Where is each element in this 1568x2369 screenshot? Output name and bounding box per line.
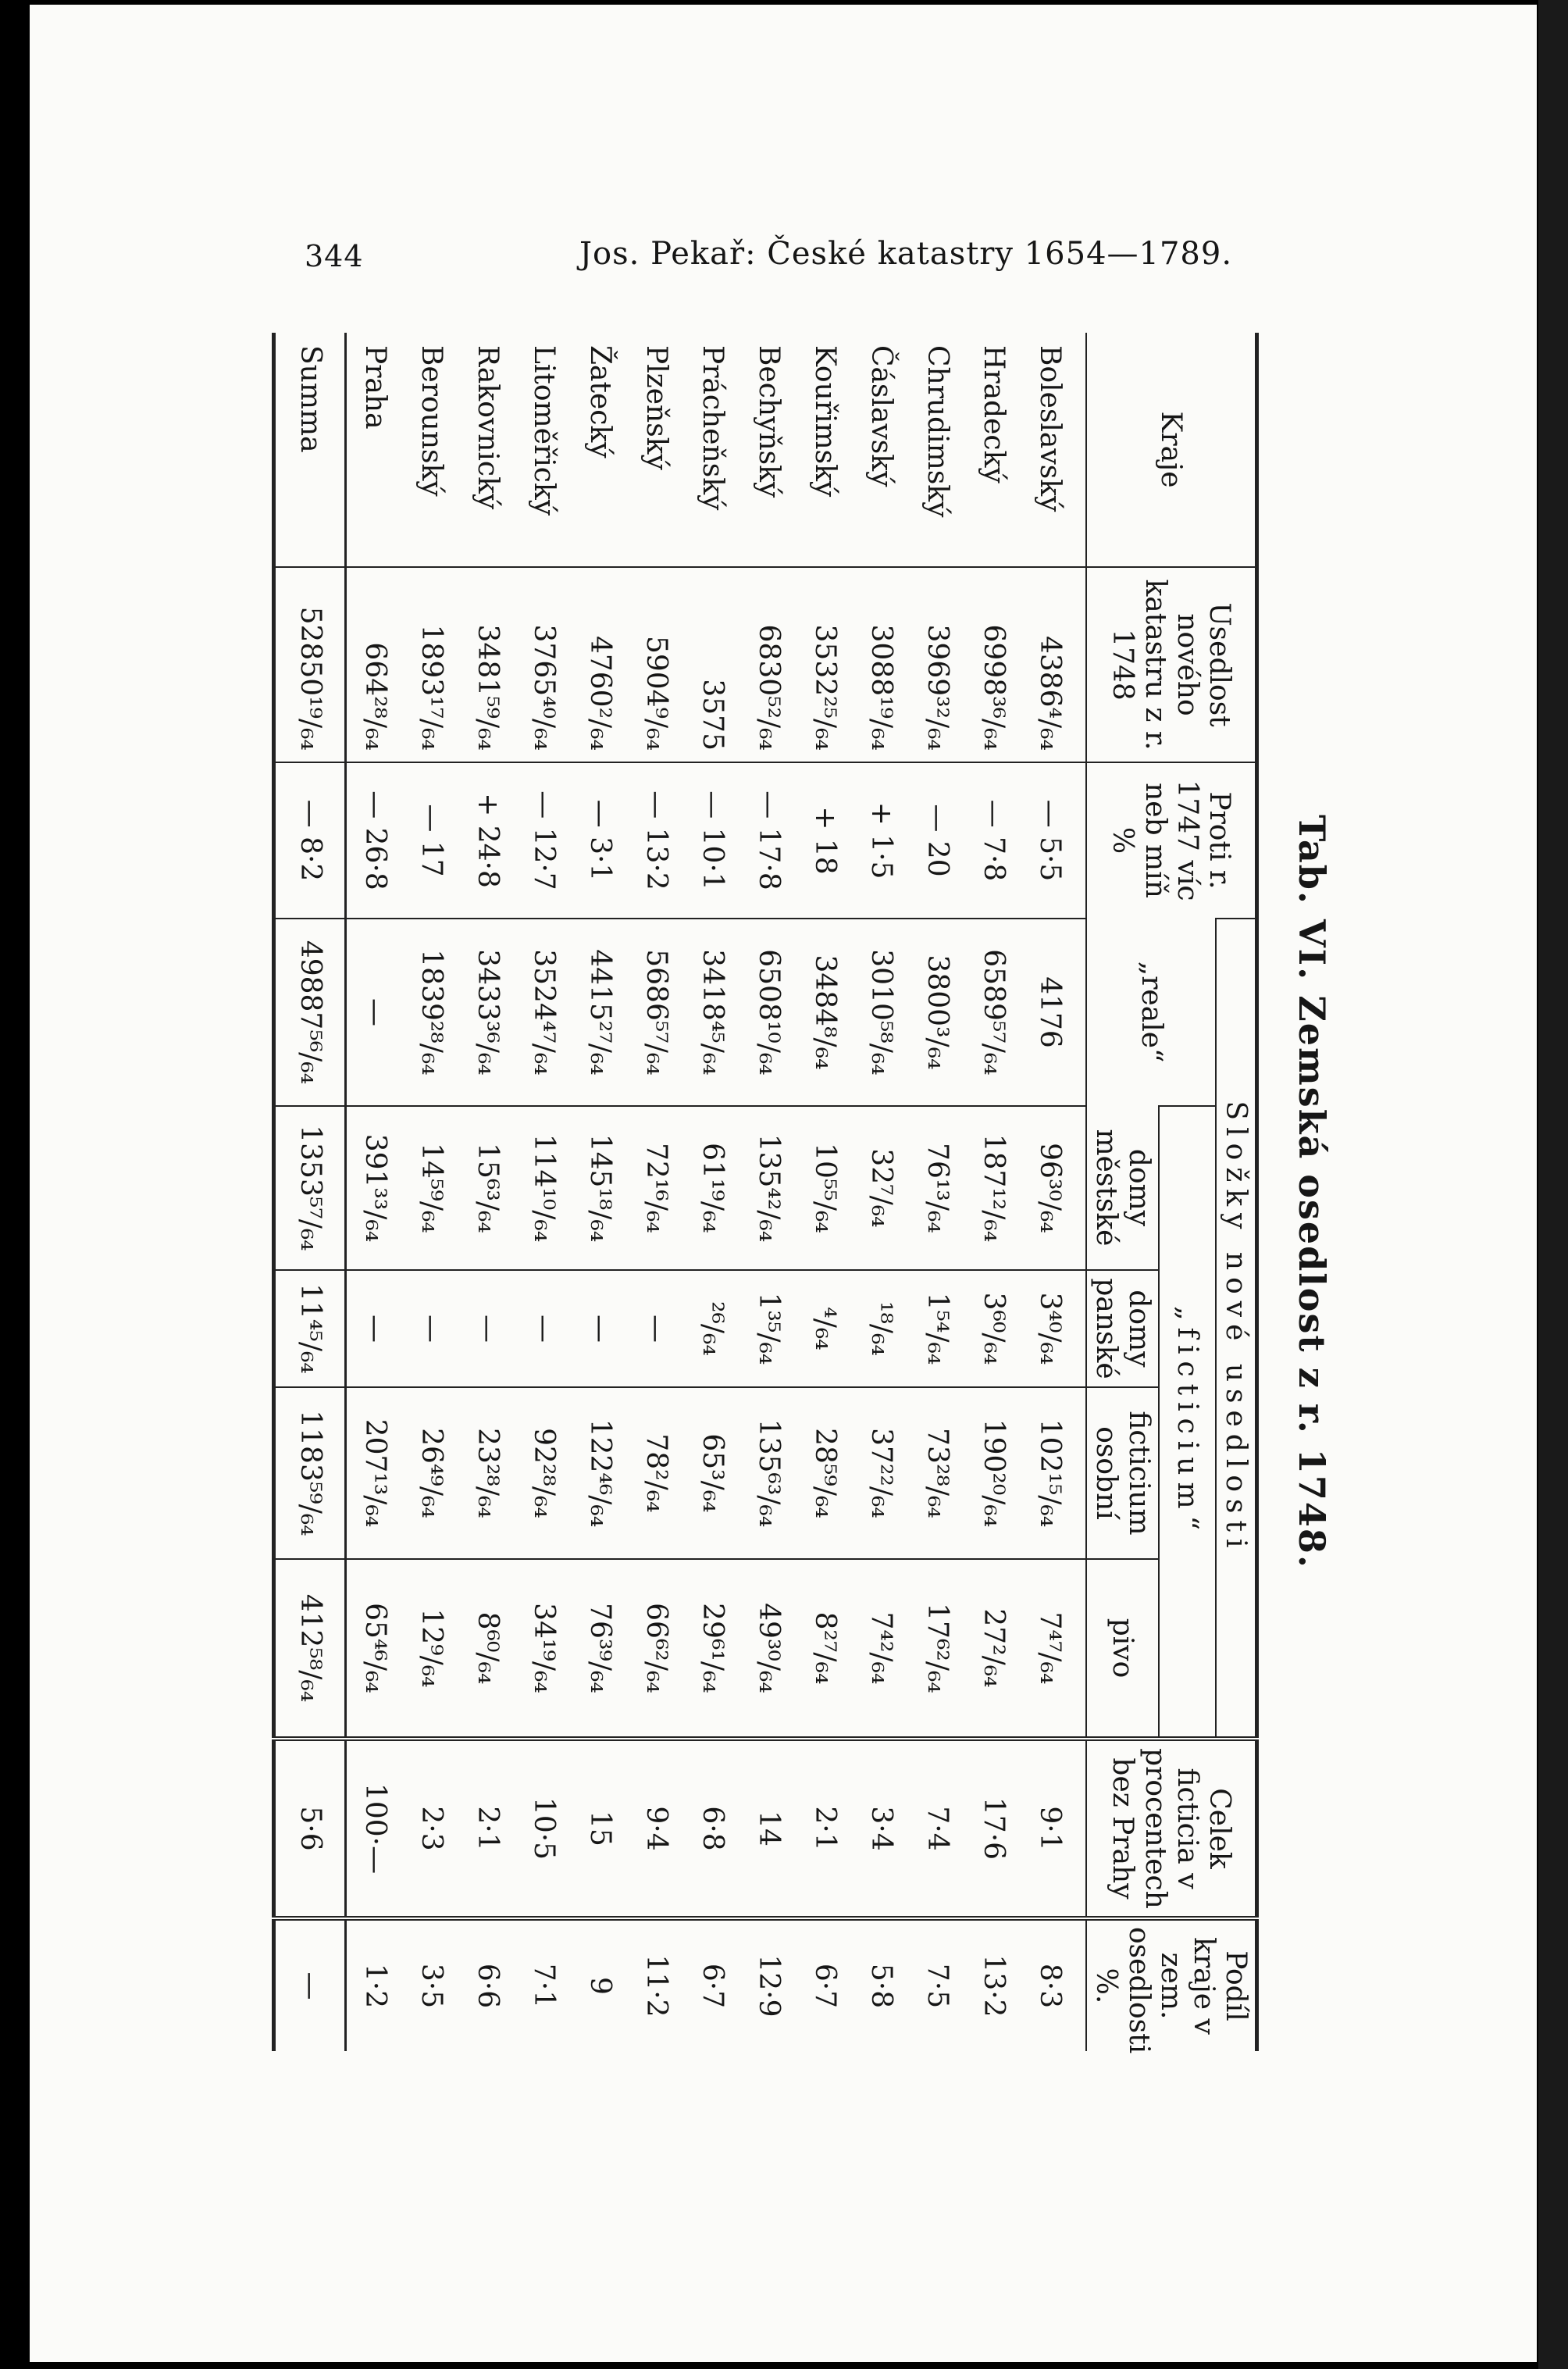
cell-usedlost: 3532²⁵/₆₄ [796,567,853,762]
cell-ficticium-osobni: 207¹³/₆₄ [346,1387,404,1559]
cell-proti: — 8·2 [274,762,346,919]
cell-usedlost: 6830⁵²/₆₄ [740,567,796,762]
table-row [740,333,796,2051]
cell-celek: 2·1 [459,1739,515,1918]
table-row [1021,333,1086,2051]
cell-domy-mestske: 14⁵⁹/₆₄ [403,1106,459,1270]
table-row [965,333,1021,2051]
cell-celek: 9·4 [628,1739,684,1918]
cell-usedlost: 3088¹⁹/₆₄ [853,567,909,762]
rotated-table-block [294,333,1349,2054]
cell-usedlost: 4760²/₆₄ [572,567,628,762]
table-row [628,333,684,2051]
cell-celek: 17·6 [965,1739,1021,1918]
cell-podil: 5·8 [853,1918,909,2051]
cell-proti: — 17 [403,762,459,919]
cell-podil: 12·9 [740,1918,796,2051]
cell-pivo: 8²⁷/₆₄ [796,1559,853,1739]
cell-podil: 13·2 [965,1918,1021,2051]
header-kraje: Kraje [1086,333,1256,567]
cell-domy-panske: — [515,1270,572,1387]
header-domy-mestske: domy městské [1086,1106,1159,1270]
header-domy-panske: domy panské [1086,1270,1159,1387]
cell-reale: 6589⁵⁷/₆₄ [965,919,1021,1106]
cell-domy-mestske: 391³³/₆₄ [346,1106,404,1270]
cell-proti: — 3·1 [572,762,628,919]
cell-domy-mestske: 187¹²/₆₄ [965,1106,1021,1270]
cell-kraj: Žatecký [583,345,616,458]
table-row [403,333,459,2051]
cell-kraj: Bechyňský [752,345,785,498]
cell-kraj: Plzeňský [640,345,672,470]
cell-podil: 7·1 [515,1918,572,2051]
cell-domy-panske: — [403,1270,459,1387]
cell-pivo: 8⁶⁰/₆₄ [459,1559,515,1739]
cell-usedlost: 4386⁴/₆₄ [1021,567,1086,762]
cell-ficticium-osobni: 37²²/₆₄ [853,1387,909,1559]
cell-pivo: 29⁶¹/₆₄ [684,1559,740,1739]
cell-domy-panske: — [628,1270,684,1387]
cell-pivo: 66⁶²/₆₄ [628,1559,684,1739]
cell-pivo: 27²/₆₄ [965,1559,1021,1739]
page-number: 344 [305,239,364,273]
cell-usedlost: 6998³⁶/₆₄ [965,567,1021,762]
header-celek: Celek ficticia v procentech bez Prahy [1086,1739,1256,1918]
table-caption: Tab. VI. Zemská osedlost z r. 1748. [1291,815,1333,1569]
header-podil: Podíl kraje v zem. osedlosti %. [1086,1918,1256,2051]
cell-celek: 15 [572,1739,628,1918]
cell-pivo: 7⁴²/₆₄ [853,1559,909,1739]
cell-domy-panske: 3⁶⁰/₆₄ [965,1270,1021,1387]
cell-domy-panske: — [459,1270,515,1387]
cell-kraj: Praha [358,345,391,430]
header-pivo: pivo [1086,1559,1159,1739]
osedlost-table [272,333,1259,2054]
cell-ficticium-osobni: 73²⁸/₆₄ [909,1387,965,1559]
cell-celek: 7·4 [909,1739,965,1918]
cell-domy-panske: 1³⁵/₆₄ [740,1270,796,1387]
summa-row [274,333,346,2051]
header-proti: Proti r. 1747 víc neb míň % [1086,762,1256,919]
cell-celek: 5·6 [274,1739,346,1918]
table-row [572,333,628,2051]
table-row [796,333,853,2051]
cell-ficticium-osobni: 26⁴⁹/₆₄ [403,1387,459,1559]
cell-reale: 3524⁴⁷/₆₄ [515,919,572,1106]
cell-proti: — 5·5 [1021,762,1086,919]
cell-reale: 3010⁵⁸/₆₄ [853,919,909,1106]
cell-celek: 100·— [346,1739,404,1918]
cell-usedlost: 1893¹⁷/₆₄ [403,567,459,762]
cell-usedlost: 3969³²/₆₄ [909,567,965,762]
cell-proti: + 18 [796,762,853,919]
book-page [30,5,1537,2362]
table-row [684,333,740,2051]
cell-usedlost: 3481⁵⁹/₆₄ [459,567,515,762]
cell-domy-mestske: 10⁵⁵/₆₄ [796,1106,853,1270]
cell-podil: 1·2 [346,1918,404,2051]
cell-domy-panske: — [572,1270,628,1387]
table-row [909,333,965,2051]
cell-domy-panske: ⁴/₆₄ [796,1270,853,1387]
cell-reale: 4176 [1021,919,1086,1106]
cell-proti: — 20 [909,762,965,919]
table-row [853,333,909,2051]
cell-proti: — 7·8 [965,762,1021,919]
cell-podil: 6·6 [459,1918,515,2051]
table-row [515,333,572,2051]
cell-pivo: 49³⁰/₆₄ [740,1559,796,1739]
cell-domy-mestske: 114¹⁰/₆₄ [515,1106,572,1270]
cell-proti: — 26·8 [346,762,404,919]
cell-domy-mestske: 76¹³/₆₄ [909,1106,965,1270]
cell-celek: 2·3 [403,1739,459,1918]
cell-podil: 8·3 [1021,1918,1086,2051]
cell-domy-mestske: 1353⁵⁷/₆₄ [274,1106,346,1270]
cell-reale: 49887⁵⁶/₆₄ [274,919,346,1106]
cell-pivo: 12⁹/₆₄ [403,1559,459,1739]
cell-domy-mestske: 72¹⁶/₆₄ [628,1106,684,1270]
cell-ficticium-osobni: 78²/₆₄ [628,1387,684,1559]
cell-proti: — 12·7 [515,762,572,919]
cell-ficticium-osobni: 23²⁸/₆₄ [459,1387,515,1559]
cell-ficticium-osobni: 28⁵⁹/₆₄ [796,1387,853,1559]
cell-proti: — 17·8 [740,762,796,919]
header-usedlost: Usedlost nového katastru z r. 1748 [1086,567,1256,762]
cell-kraj: Prácheňský [696,345,729,511]
cell-domy-mestske: 145¹⁸/₆₄ [572,1106,628,1270]
cell-celek: 6·8 [684,1739,740,1918]
cell-reale: 3484⁸/₆₄ [796,919,853,1106]
cell-podil: 6·7 [796,1918,853,2051]
header-reale: „reale“ [1086,919,1216,1106]
header-ficticium-osobni: ficticium osobní [1086,1387,1159,1559]
cell-pivo: 34¹⁹/₆₄ [515,1559,572,1739]
table-row [459,333,515,2051]
cell-domy-panske: 3⁴⁰/₆₄ [1021,1270,1086,1387]
cell-reale: 6508¹⁰/₆₄ [740,919,796,1106]
cell-pivo: 412⁵⁸/₆₄ [274,1559,346,1739]
cell-kraj: Čáslavský [864,345,897,487]
cell-podil: 6·7 [684,1918,740,2051]
cell-ficticium-osobni: 65³/₆₄ [684,1387,740,1559]
cell-ficticium-osobni: 92²⁸/₆₄ [515,1387,572,1559]
cell-domy-mestske: 15⁶³/₆₄ [459,1106,515,1270]
cell-reale: — [346,919,404,1106]
cell-domy-panske: 11⁴⁵/₆₄ [274,1270,346,1387]
cell-celek: 2·1 [796,1739,853,1918]
running-title: Jos. Pekař: České katastry 1654—1789. [579,236,1233,272]
cell-proti: — 10·1 [684,762,740,919]
cell-reale: 3800³/₆₄ [909,919,965,1106]
cell-usedlost: 664²⁸/₆₄ [346,567,404,762]
cell-celek: 9·1 [1021,1739,1086,1918]
cell-reale: 3433³⁶/₆₄ [459,919,515,1106]
header-ficticium: „ficticium“ [1159,1106,1216,1739]
cell-kraj: Berounský [415,345,447,497]
cell-domy-mestske: 135⁴²/₆₄ [740,1106,796,1270]
cell-reale: 1839²⁸/₆₄ [403,919,459,1106]
cell-domy-mestske: 61¹⁹/₆₄ [684,1106,740,1270]
cell-pivo: 76³⁹/₆₄ [572,1559,628,1739]
cell-kraj: Boleslavský [1033,345,1066,512]
cell-ficticium-osobni: 190²⁰/₆₄ [965,1387,1021,1559]
cell-ficticium-osobni: 102¹⁵/₆₄ [1021,1387,1086,1559]
cell-podil: 7·5 [909,1918,965,2051]
cell-ficticium-osobni: 1183⁵⁹/₆₄ [274,1387,346,1559]
cell-kraj: Hradecký [977,345,1010,483]
cell-pivo: 7⁴⁷/₆₄ [1021,1559,1086,1739]
cell-domy-mestske: 96³⁰/₆₄ [1021,1106,1086,1270]
cell-podil: 11·2 [628,1918,684,2051]
cell-usedlost: 5904⁹/₆₄ [628,567,684,762]
cell-domy-panske: ¹⁸/₆₄ [853,1270,909,1387]
cell-reale: 5686⁵⁷/₆₄ [628,919,684,1106]
cell-pivo: 17⁶²/₆₄ [909,1559,965,1739]
cell-domy-panske: ²⁶/₆₄ [684,1270,740,1387]
cell-proti: + 24·8 [459,762,515,919]
cell-ficticium-osobni: 122⁴⁶/₆₄ [572,1387,628,1559]
cell-usedlost: 3575 [684,567,740,762]
cell-domy-mestske: 32⁷/₆₄ [853,1106,909,1270]
header-slozky: Složky nové usedlosti [1216,919,1257,1739]
cell-usedlost: 52850¹⁹/₆₄ [274,567,346,762]
cell-pivo: 65⁴⁶/₆₄ [346,1559,404,1739]
cell-usedlost: 3765⁴⁰/₆₄ [515,567,572,762]
cell-reale: 4415²⁷/₆₄ [572,919,628,1106]
cell-celek: 3·4 [853,1739,909,1918]
cell-domy-panske: 1⁵⁴/₆₄ [909,1270,965,1387]
cell-reale: 3418⁴⁵/₆₄ [684,919,740,1106]
cell-kraj: Chrudimský [921,345,953,518]
cell-kraj: Litoměřický [527,345,560,516]
cell-podil: 9 [572,1918,628,2051]
cell-podil: — [274,1918,346,2051]
table-row [346,333,404,2051]
cell-kraj: Rakovnický [471,345,504,510]
cell-proti: — 13·2 [628,762,684,919]
cell-celek: 10·5 [515,1739,572,1918]
cell-kraj: Summa [274,333,346,567]
cell-kraj: Kouřimský [808,345,841,498]
cell-proti: + 1·5 [853,762,909,919]
cell-podil: 3·5 [403,1918,459,2051]
cell-ficticium-osobni: 135⁶³/₆₄ [740,1387,796,1559]
cell-domy-panske: — [346,1270,404,1387]
scan-edge [1538,0,1568,2369]
cell-celek: 14 [740,1739,796,1918]
